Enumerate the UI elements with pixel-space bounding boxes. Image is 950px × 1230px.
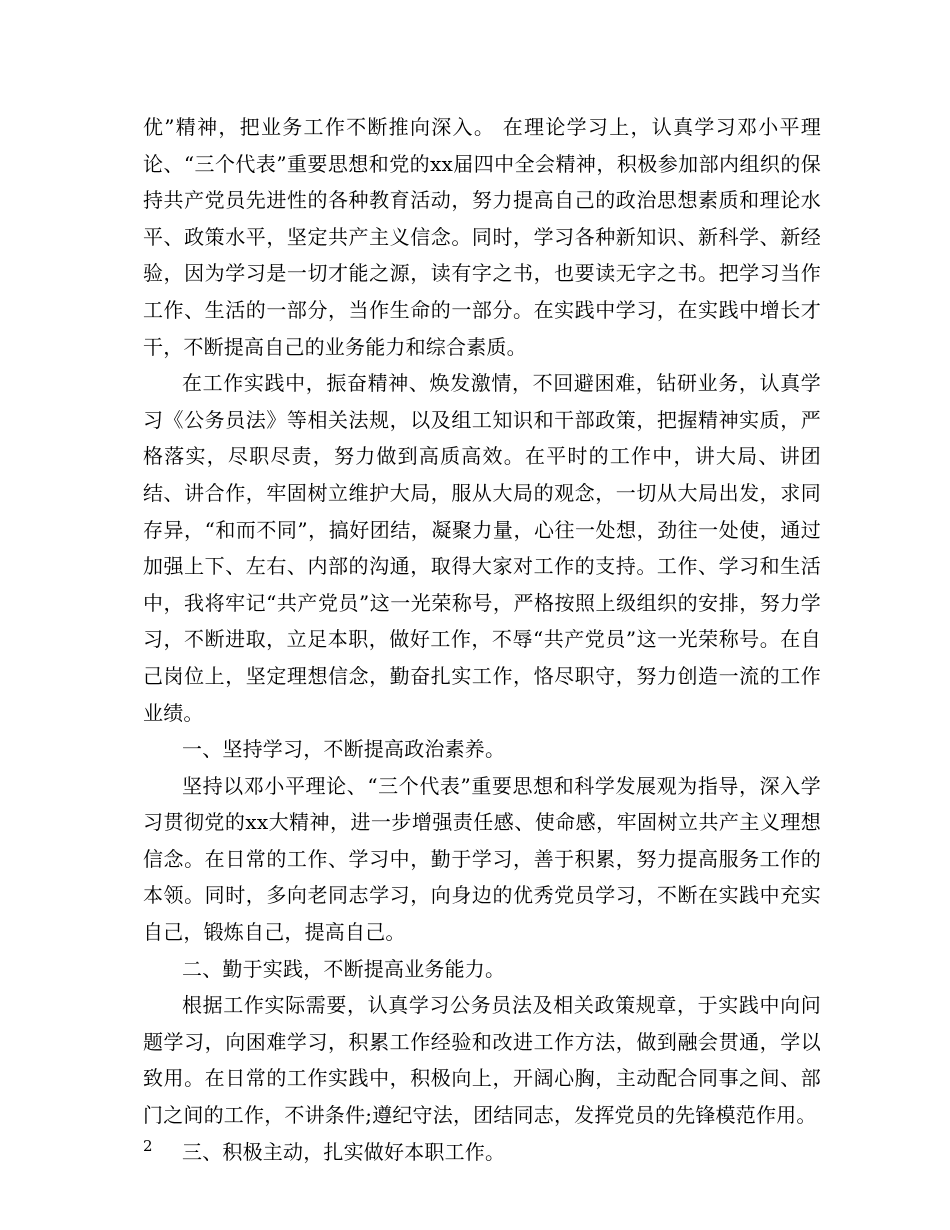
heading-section-two: 二、勤于实践，不断提高业务能力。 [182,956,506,981]
heading-section-three: 三、积极主动，扎实做好本职工作。 [182,1139,506,1164]
document-body [143,109,821,1170]
paragraph-section-two: 根据工作实际需要，认真学习公务员法及相关政策规章，于实践中向问题学习，向困难学习，积累工作经验和改进工作方法，做到融会贯通，学以致用。在日常的工作实践中，积极向上，开阔心胸，主动配合同事之间、部门之间的工作，不讲条件;遵纪守法，团结同志，发挥党员的先锋模范作用。 [143,993,821,1128]
paragraph-continued-study: 优”精神，把业务工作不断推向深入。 在理论学习上，认真学习邓小平理论、“三个代表”重要思想和党的xx届四中全会精神，积极参加部内组织的保持共产党员先进性的各种教育活动，努力提高自己的政治思想素质和理论水平、政策水平，坚定共产主义信念。同时，学习各种新知识、新科学、新经验，因为学习是一切才能之源，读有字之书，也要读无字之书。把学习当作工作、生活的一部分，当作生命的一部分。在实践中学习，在实践中增长才干，不断提高自己的业务能力和综合素质。 [143,115,821,359]
heading-section-one: 一、坚持学习，不断提高政治素养。 [182,737,506,762]
page-number: 2 [143,1137,153,1155]
paragraph-work-practice: 在工作实践中，振奋精神、焕发激情，不回避困难，钻研业务，认真学习《公务员法》等相关法规，以及组工知识和干部政策，把握精神实质，严格落实，尽职尽责，努力做到高质高效。在平时的工作中，讲大局、讲团结、讲合作，牢固树立维护大局，服从大局的观念，一切从大局出发，求同存异，“和而不同”，搞好团结，凝聚力量，心往一处想，劲往一处使，通过加强上下、左右、内部的沟通，取得大家对工作的支持。工作、学习和生活中，我将牢记“共产党员”这一光荣称号，严格按照上级组织的安排，努力学习，不断进取，立足本职，做好工作，不辱“共产党员”这一光荣称号。在自己岗位上，坚定理想信念，勤奋扎实工作，恪尽职守，努力创造一流的工作业绩。 [143,371,821,725]
paragraph-section-one: 坚持以邓小平理论、“三个代表”重要思想和科学发展观为指导，深入学习贯彻党的xx大精神，进一步增强责任感、使命感，牢固树立共产主义理想信念。在日常的工作、学习中，勤于学习，善于积累，努力提高服务工作的本领。同时，多向老同志学习，向身边的优秀党员学习，不断在实践中充实自己，锻炼自己，提高自己。 [143,773,821,945]
